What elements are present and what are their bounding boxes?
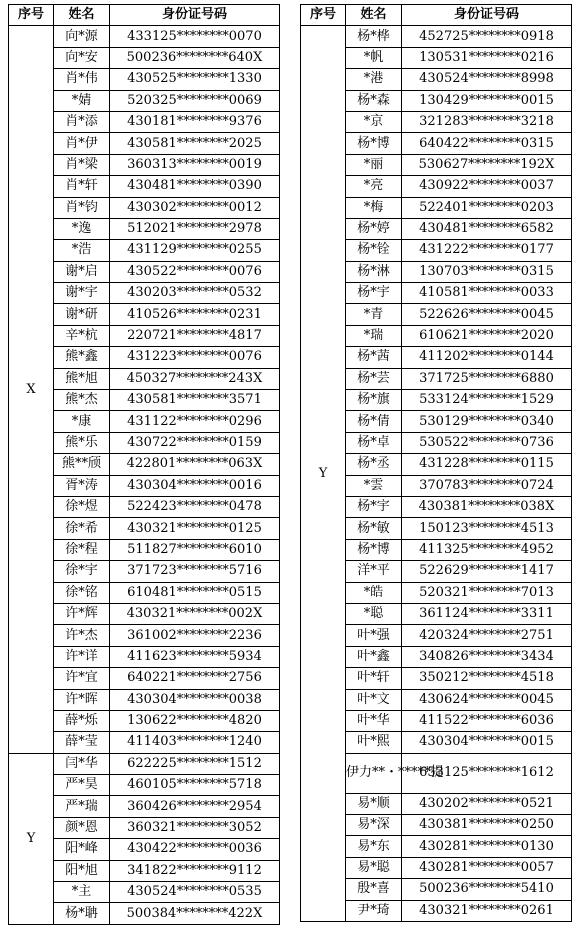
id-number-cell: 622225********1512 <box>110 753 280 774</box>
name-cell: 徐*宇 <box>54 561 110 582</box>
id-number-cell: 431228********0115 <box>402 454 572 475</box>
name-cell: 许*宜 <box>54 668 110 689</box>
name-cell: 阳*旭 <box>54 860 110 881</box>
id-number-cell: 520325********0069 <box>110 90 280 111</box>
name-cell: 熊*乐 <box>54 432 110 453</box>
id-number-cell: 430302********0012 <box>110 197 280 218</box>
name-cell: 叶*华 <box>346 710 402 731</box>
id-number-cell: 422801********063X <box>110 454 280 475</box>
name-cell: 洋*平 <box>346 561 402 582</box>
id-number-cell: 430524********8998 <box>402 69 572 90</box>
name-cell: 熊*杰 <box>54 390 110 411</box>
id-number-cell: 530627********192X <box>402 154 572 175</box>
header-id: 身份证号码 <box>402 5 572 26</box>
name-cell: 肖*梁 <box>54 154 110 175</box>
id-number-cell: 411202********0144 <box>402 347 572 368</box>
header-row <box>301 5 572 26</box>
name-cell: 易*聪 <box>346 857 402 878</box>
id-number-cell: 371723********5716 <box>110 561 280 582</box>
name-cell: 颜*恩 <box>54 817 110 838</box>
name-cell: 许*辉 <box>54 603 110 624</box>
name-cell: 杨*丞 <box>346 454 402 475</box>
id-number-cell: 430202********0521 <box>402 793 572 814</box>
name-cell: 辛*杭 <box>54 325 110 346</box>
id-number-cell: 522423********0478 <box>110 496 280 517</box>
name-cell: *瑞 <box>346 325 402 346</box>
table-row <box>9 753 280 774</box>
id-number-cell: 430321********0125 <box>110 518 280 539</box>
id-number-cell: 370783********0724 <box>402 475 572 496</box>
id-number-cell: 530522********0736 <box>402 432 572 453</box>
name-cell: 叶*鑫 <box>346 646 402 667</box>
name-cell: *婧 <box>54 90 110 111</box>
id-number-cell: 522626********0045 <box>402 304 572 325</box>
id-number-cell: 431122********0296 <box>110 411 280 432</box>
id-number-cell: 431223********0076 <box>110 347 280 368</box>
name-cell: *京 <box>346 111 402 132</box>
name-cell: 向*源 <box>54 26 110 47</box>
id-number-cell: 430321********002X <box>110 603 280 624</box>
id-number-cell: 430522********0076 <box>110 261 280 282</box>
roster-table-right <box>300 4 572 922</box>
id-number-cell: 522401********0203 <box>402 197 572 218</box>
id-number-cell: 431129********0255 <box>110 240 280 261</box>
id-number-cell: 411623********5934 <box>110 646 280 667</box>
name-cell: *亮 <box>346 176 402 197</box>
id-number-cell: 361124********3311 <box>402 603 572 624</box>
id-number-cell: 430381********038X <box>402 496 572 517</box>
table-row <box>301 26 572 47</box>
name-cell: *帆 <box>346 47 402 68</box>
name-cell: 杨*芸 <box>346 368 402 389</box>
id-number-cell: 431222********0177 <box>402 240 572 261</box>
name-cell: 向*安 <box>54 47 110 68</box>
id-number-cell: 341822********9112 <box>110 860 280 881</box>
name-cell: 尹*琦 <box>346 900 402 921</box>
id-number-cell: 430281********0130 <box>402 836 572 857</box>
id-number-cell: 520321********7013 <box>402 582 572 603</box>
id-number-cell: 430304********0038 <box>110 689 280 710</box>
id-number-cell: 411325********4952 <box>402 539 572 560</box>
name-cell: 胥*涛 <box>54 475 110 496</box>
id-number-cell: 411403********1240 <box>110 732 280 753</box>
name-cell: 易*深 <box>346 815 402 836</box>
id-number-cell: 130429********0015 <box>402 90 572 111</box>
id-number-cell: 410581********0033 <box>402 283 572 304</box>
name-cell: *逸 <box>54 218 110 239</box>
name-cell: 叶*熙 <box>346 732 402 753</box>
name-cell: 徐*铭 <box>54 582 110 603</box>
name-cell: *港 <box>346 69 402 90</box>
id-number-cell: 321283********3218 <box>402 111 572 132</box>
name-cell: 杨*卓 <box>346 432 402 453</box>
id-number-cell: 430624********0045 <box>402 689 572 710</box>
id-number-cell: 511827********6010 <box>110 539 280 560</box>
header-name: 姓名 <box>54 5 110 26</box>
name-cell: 谢*启 <box>54 261 110 282</box>
id-number-cell: 430422********0036 <box>110 839 280 860</box>
name-cell: 杨*聃 <box>54 903 110 924</box>
id-number-cell: 371725********6880 <box>402 368 572 389</box>
id-number-cell: 430481********0390 <box>110 176 280 197</box>
name-cell: 许*杰 <box>54 625 110 646</box>
group-letter: Y <box>301 26 346 922</box>
name-cell: 杨*敏 <box>346 518 402 539</box>
id-number-cell: 420324********2751 <box>402 625 572 646</box>
id-number-cell: 411522********6036 <box>402 710 572 731</box>
roster-table-left <box>8 4 280 925</box>
name-cell: 肖*轩 <box>54 176 110 197</box>
group-letter: X <box>9 26 54 753</box>
name-cell: 许*晖 <box>54 689 110 710</box>
header-seq: 序号 <box>9 5 54 26</box>
id-number-cell: 430304********0016 <box>110 475 280 496</box>
id-number-cell: 350212********4518 <box>402 668 572 689</box>
id-number-cell: 361002********2236 <box>110 625 280 646</box>
name-cell: 阳*峰 <box>54 839 110 860</box>
header-seq: 序号 <box>301 5 346 26</box>
id-number-cell: 653125********1612 <box>402 753 572 793</box>
id-number-cell: 640422********0315 <box>402 133 572 154</box>
id-number-cell: 500236********5410 <box>402 879 572 900</box>
name-cell: 杨*桦 <box>346 26 402 47</box>
id-number-cell: 430525********1330 <box>110 69 280 90</box>
name-cell: 杨*婷 <box>346 218 402 239</box>
group-letter: Y <box>9 753 54 924</box>
id-number-cell: 360321********3052 <box>110 817 280 838</box>
id-number-cell: 433125********0070 <box>110 26 280 47</box>
name-cell: 杨*旗 <box>346 390 402 411</box>
name-cell: 杨*森 <box>346 90 402 111</box>
name-cell: *青 <box>346 304 402 325</box>
id-number-cell: 450327********243X <box>110 368 280 389</box>
name-cell: 薛*莹 <box>54 732 110 753</box>
name-cell: 谢*研 <box>54 304 110 325</box>
id-number-cell: 430381********0250 <box>402 815 572 836</box>
name-cell: *康 <box>54 411 110 432</box>
name-cell: 许*详 <box>54 646 110 667</box>
name-cell: 易*顺 <box>346 793 402 814</box>
table-row <box>9 26 280 47</box>
id-number-cell: 430922********0037 <box>402 176 572 197</box>
name-cell: *梅 <box>346 197 402 218</box>
id-number-cell: 410526********0231 <box>110 304 280 325</box>
name-cell: *丽 <box>346 154 402 175</box>
id-number-cell: 530129********0340 <box>402 411 572 432</box>
id-number-cell: 150123********4513 <box>402 518 572 539</box>
id-number-cell: 610621********2020 <box>402 325 572 346</box>
name-cell: 杨*倩 <box>346 411 402 432</box>
name-cell: 易*东 <box>346 836 402 857</box>
id-number-cell: 130531********0216 <box>402 47 572 68</box>
name-cell: 薛*烁 <box>54 710 110 731</box>
id-number-cell: 610481********0515 <box>110 582 280 603</box>
id-number-cell: 360426********2954 <box>110 796 280 817</box>
name-cell: 肖*伟 <box>54 69 110 90</box>
id-number-cell: 430203********0532 <box>110 283 280 304</box>
id-number-cell: 430524********0535 <box>110 882 280 903</box>
name-cell: *雲 <box>346 475 402 496</box>
id-number-cell: 430481********6582 <box>402 218 572 239</box>
name-cell: 徐*煜 <box>54 496 110 517</box>
id-number-cell: 430581********2025 <box>110 133 280 154</box>
name-cell: *聪 <box>346 603 402 624</box>
id-number-cell: 130703********0315 <box>402 261 572 282</box>
name-cell: 杨*博 <box>346 133 402 154</box>
name-cell: *浩 <box>54 240 110 261</box>
id-number-cell: 452725********0918 <box>402 26 572 47</box>
id-number-cell: 130622********4820 <box>110 710 280 731</box>
name-cell: 严*昊 <box>54 775 110 796</box>
name-cell: 肖*伊 <box>54 133 110 154</box>
id-number-cell: 430321********0261 <box>402 900 572 921</box>
header-name: 姓名 <box>346 5 402 26</box>
id-number-cell: 533124********1529 <box>402 390 572 411</box>
id-number-cell: 460105********5718 <box>110 775 280 796</box>
name-cell: 谢*宇 <box>54 283 110 304</box>
id-number-cell: 640221********2756 <box>110 668 280 689</box>
name-cell: 殷*喜 <box>346 879 402 900</box>
id-number-cell: 500384********422X <box>110 903 280 924</box>
name-cell: 杨*博 <box>346 539 402 560</box>
name-cell: 杨*铨 <box>346 240 402 261</box>
id-number-cell: 220721********4817 <box>110 325 280 346</box>
id-number-cell: 340826********3434 <box>402 646 572 667</box>
name-cell: 熊*旭 <box>54 368 110 389</box>
name-cell: 严*瑞 <box>54 796 110 817</box>
header-id: 身份证号码 <box>110 5 280 26</box>
name-cell: 杨*淋 <box>346 261 402 282</box>
header-row <box>9 5 280 26</box>
id-number-cell: 500236********640X <box>110 47 280 68</box>
id-number-cell: 430722********0159 <box>110 432 280 453</box>
name-cell: 叶*强 <box>346 625 402 646</box>
name-cell: 杨*宇 <box>346 283 402 304</box>
id-number-cell: 360313********0019 <box>110 154 280 175</box>
id-number-cell: 430581********3571 <box>110 390 280 411</box>
name-cell: 肖*添 <box>54 111 110 132</box>
name-cell: 闫*华 <box>54 753 110 774</box>
name-cell: 熊*鑫 <box>54 347 110 368</box>
name-cell: 徐*希 <box>54 518 110 539</box>
name-cell: 伊力**・*****提 <box>346 753 402 793</box>
id-number-cell: 430181********9376 <box>110 111 280 132</box>
name-cell: *皓 <box>346 582 402 603</box>
name-cell: 叶*文 <box>346 689 402 710</box>
id-number-cell: 522629********1417 <box>402 561 572 582</box>
name-cell: 杨*宇 <box>346 496 402 517</box>
name-cell: 熊**颀 <box>54 454 110 475</box>
id-number-cell: 430281********0057 <box>402 857 572 878</box>
id-number-cell: 512021********2978 <box>110 218 280 239</box>
name-cell: 徐*程 <box>54 539 110 560</box>
name-cell: 肖*钧 <box>54 197 110 218</box>
name-cell: 杨*茜 <box>346 347 402 368</box>
id-number-cell: 430304********0015 <box>402 732 572 753</box>
name-cell: *主 <box>54 882 110 903</box>
name-cell: 叶*轩 <box>346 668 402 689</box>
